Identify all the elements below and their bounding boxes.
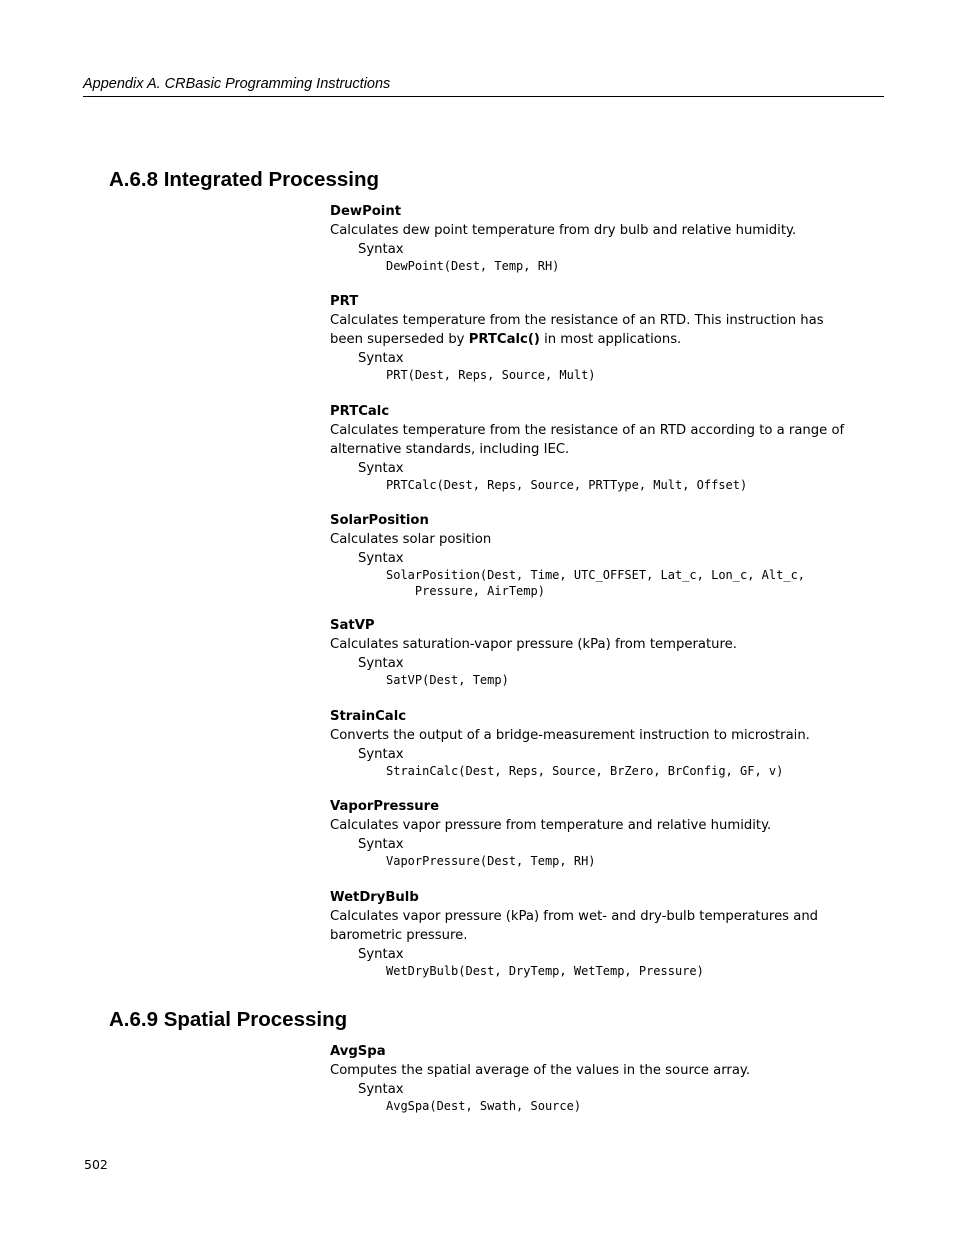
instruction-name: VaporPressure [330, 799, 440, 814]
instruction-description: Converts the output of a bridge-measurement instruction to microstrain. [330, 728, 810, 743]
instruction-description: Calculates solar position [330, 532, 492, 547]
syntax-label: Syntax [358, 461, 404, 476]
syntax-code: StrainCalc(Dest, Reps, Source, BrZero, BrConfig, GF, v) [386, 764, 784, 778]
instruction-entry [330, 707, 850, 780]
syntax-label: Syntax [358, 351, 404, 366]
syntax-code: PRT(Dest, Reps, Source, Mult) [386, 368, 596, 382]
instruction-name: StrainCalc [330, 709, 407, 724]
syntax-label: Syntax [358, 656, 404, 671]
instruction-name: PRT [330, 294, 359, 309]
instruction-name: SatVP [330, 618, 375, 633]
syntax-label: Syntax [358, 242, 404, 257]
instruction-entry [330, 292, 850, 384]
instruction-entry [330, 888, 850, 980]
instruction-entry [330, 616, 850, 689]
instruction-description: Calculates saturation-vapor pressure (kPa) from temperature. [330, 637, 737, 652]
page-number: 502 [84, 1157, 108, 1172]
instruction-name: SolarPosition [330, 513, 429, 528]
syntax-code: AvgSpa(Dest, Swath, Source) [386, 1099, 582, 1113]
instruction-description: Computes the spatial average of the values in the source array. [330, 1063, 751, 1078]
section-heading: A.6.9 Spatial Processing [109, 1008, 348, 1031]
instruction-description: Calculates dew point temperature from dry bulb and relative humidity. [330, 223, 797, 238]
syntax-code: DewPoint(Dest, Temp, RH) [386, 259, 560, 273]
description-bold-text: PRTCalc() [468, 332, 540, 347]
instruction-name: WetDryBulb [330, 890, 419, 905]
syntax-code: SatVP(Dest, Temp) [386, 673, 509, 687]
syntax-label: Syntax [358, 747, 404, 762]
syntax-code: PRTCalc(Dest, Reps, Source, PRTType, Mult, Offset) [386, 478, 748, 492]
instruction-name: AvgSpa [330, 1044, 386, 1059]
instruction-description: Calculates vapor pressure (kPa) from wet- and dry-bulb temperatures and barometric pressure. [330, 909, 819, 943]
syntax-label: Syntax [358, 947, 404, 962]
instruction-name: DewPoint [330, 204, 402, 219]
syntax-label: Syntax [358, 551, 404, 566]
syntax-code-continuation: Pressure, AirTemp) [386, 583, 545, 598]
instruction-entry [330, 1042, 850, 1115]
syntax-code: SolarPosition(Dest, Time, UTC_OFFSET, Lat_c, Lon_c, Alt_c, [386, 568, 806, 582]
instruction-entry [330, 797, 850, 870]
instruction-description: Calculates temperature from the resistance of an RTD according to a range of alternative standards, including IEC. [330, 423, 845, 457]
instruction-entry [330, 511, 850, 599]
description-text: Calculates temperature from the resistance of an RTD. This instruction has been superseded by [330, 313, 824, 347]
instruction-name: PRTCalc [330, 404, 390, 419]
running-header [83, 76, 884, 97]
instruction-description [330, 311, 850, 349]
section-heading: A.6.8 Integrated Processing [109, 168, 380, 191]
syntax-label: Syntax [358, 837, 404, 852]
syntax-code: WetDryBulb(Dest, DryTemp, WetTemp, Pressure) [386, 964, 704, 978]
instruction-entry [330, 402, 850, 494]
syntax-label: Syntax [358, 1082, 404, 1097]
syntax-code: VaporPressure(Dest, Temp, RH) [386, 854, 596, 868]
instruction-description: Calculates vapor pressure from temperature and relative humidity. [330, 818, 772, 833]
instruction-entry [330, 202, 850, 275]
description-text: in most applications. [539, 332, 682, 347]
header-title: Appendix A. CRBasic Programming Instructions [83, 76, 391, 92]
